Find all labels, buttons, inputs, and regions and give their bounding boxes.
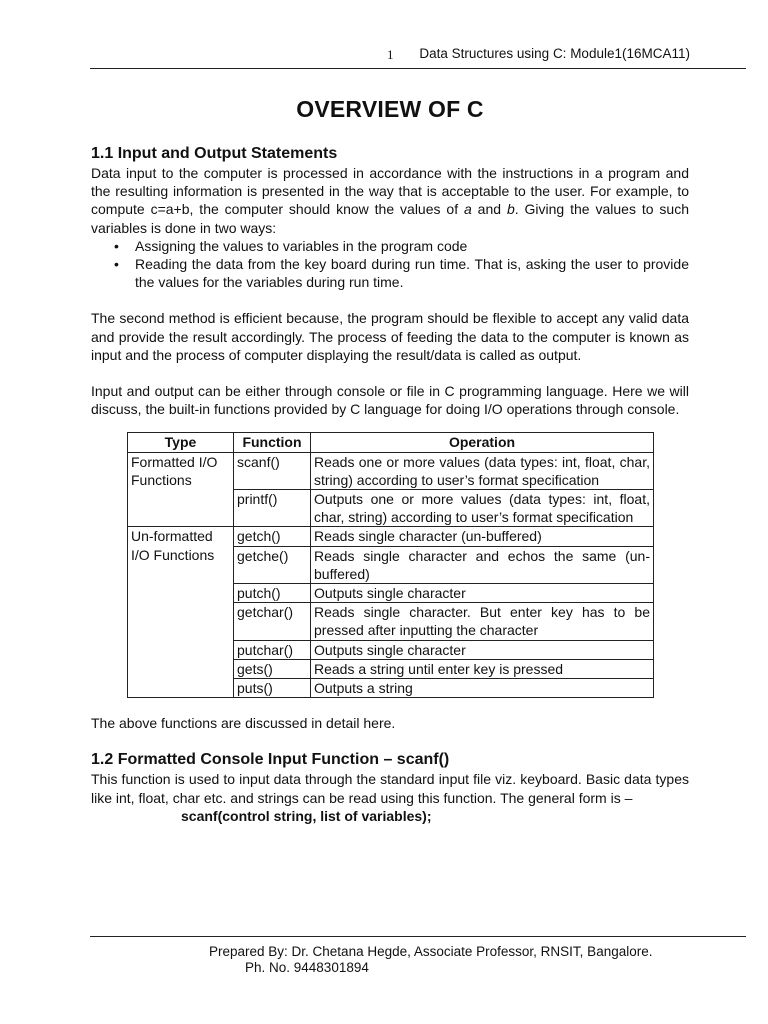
- operation-cell: Reads single character and echos the same (un-buffered): [311, 546, 654, 583]
- operation-cell: Outputs a string: [311, 679, 654, 698]
- section-2-paragraph: This function is used to input data through the standard input file viz. keyboard. Basic data types like int, float, char etc. and strings can be read using this function. The general form is –: [91, 771, 689, 806]
- after-table-text: The above functions are discussed in detail here.: [91, 715, 396, 732]
- operation-cell: Outputs single character: [311, 640, 654, 659]
- type-cell: Formatted I/O Functions: [128, 452, 234, 527]
- section-1-heading: 1.1 Input and Output Statements: [91, 145, 338, 162]
- section-1-paragraph-3: Input and output can be either through console or file in C programming language. Here we will discuss, the built-in functions provided by C language for doing I/O operations through console.: [91, 383, 689, 418]
- function-cell: putch(): [234, 584, 311, 603]
- section-1-intro: [91, 164, 689, 237]
- table-header-row: [128, 433, 654, 452]
- function-cell: putchar(): [234, 640, 311, 659]
- operation-cell: Reads a string until enter key is pressed: [311, 659, 654, 678]
- table-header-type: Type: [128, 433, 234, 452]
- bullet-icon: •: [114, 237, 119, 254]
- header-divider: [90, 68, 746, 69]
- footer-author: Prepared By: Dr. Chetana Hegde, Associate Professor, RNSIT, Bangalore.: [209, 944, 653, 959]
- document-body: [91, 144, 689, 825]
- operation-cell: Outputs one or more values (data types: int, float, char, string) according to user’s format specification: [311, 490, 654, 527]
- list-item-text: Reading the data from the key board during run time. That is, asking the user to provide the values for the variables during run time.: [135, 256, 689, 291]
- footer-divider: [90, 936, 746, 937]
- list-item: [114, 255, 689, 291]
- page-footer: [209, 944, 652, 976]
- page-header: [90, 46, 690, 66]
- function-cell: getch(): [234, 527, 311, 546]
- intro-and: and: [471, 201, 507, 218]
- page-number: 1: [387, 47, 394, 62]
- list-item-text: Assigning the values to variables in the program code: [135, 237, 468, 254]
- function-cell: getchar(): [234, 603, 311, 640]
- intro-text-a: Data input to the computer is processed in accordance with the instructions in a program and the resulting information is presented in the way that is acceptable to the user. For example, to compute c=a+b, the computer should know the values of: [91, 165, 689, 218]
- bullet-icon: •: [114, 256, 119, 273]
- list-item: [114, 237, 689, 255]
- io-functions-table: [127, 432, 654, 698]
- scanf-syntax: scanf(control string, list of variables);: [181, 807, 432, 824]
- table-row: [128, 527, 654, 546]
- operation-cell: Outputs single character: [311, 584, 654, 603]
- section-2-heading: 1.2 Formatted Console Input Function – scanf(): [91, 751, 450, 769]
- operation-cell: Reads one or more values (data types: int, float, char, string) according to user’s format specification: [311, 452, 654, 489]
- table-header-operation: Operation: [311, 433, 654, 452]
- operation-cell: Reads single character. But enter key has to be pressed after inputting the character: [311, 603, 654, 640]
- function-cell: scanf(): [234, 452, 311, 489]
- intro-text-b: . Giving the values to such variables is done in two ways:: [91, 201, 690, 236]
- header-title: Data Structures using C: Module1(16MCA11): [419, 46, 690, 61]
- operation-cell: Reads single character (un-buffered): [311, 527, 654, 546]
- function-cell: getche(): [234, 546, 311, 583]
- function-cell: puts(): [234, 679, 311, 698]
- function-cell: gets(): [234, 659, 311, 678]
- type-cell: Un-formatted I/O Functions: [128, 527, 234, 698]
- page-title: OVERVIEW OF C: [296, 96, 484, 122]
- table-header-function: Function: [234, 433, 311, 452]
- table-row: [128, 452, 654, 489]
- function-cell: printf(): [234, 490, 311, 527]
- intro-var-b: b: [506, 201, 515, 218]
- section-1-paragraph-2: The second method is efficient because, the program should be flexible to accept any valid data and provide the result accordingly. The process of feeding the data to the computer is known as input and the process of computer displaying the result/data is called as output.: [91, 310, 689, 363]
- footer-phone: Ph. No. 9448301894: [245, 960, 369, 975]
- input-methods-list: [91, 237, 689, 292]
- intro-var-a: a: [463, 201, 472, 218]
